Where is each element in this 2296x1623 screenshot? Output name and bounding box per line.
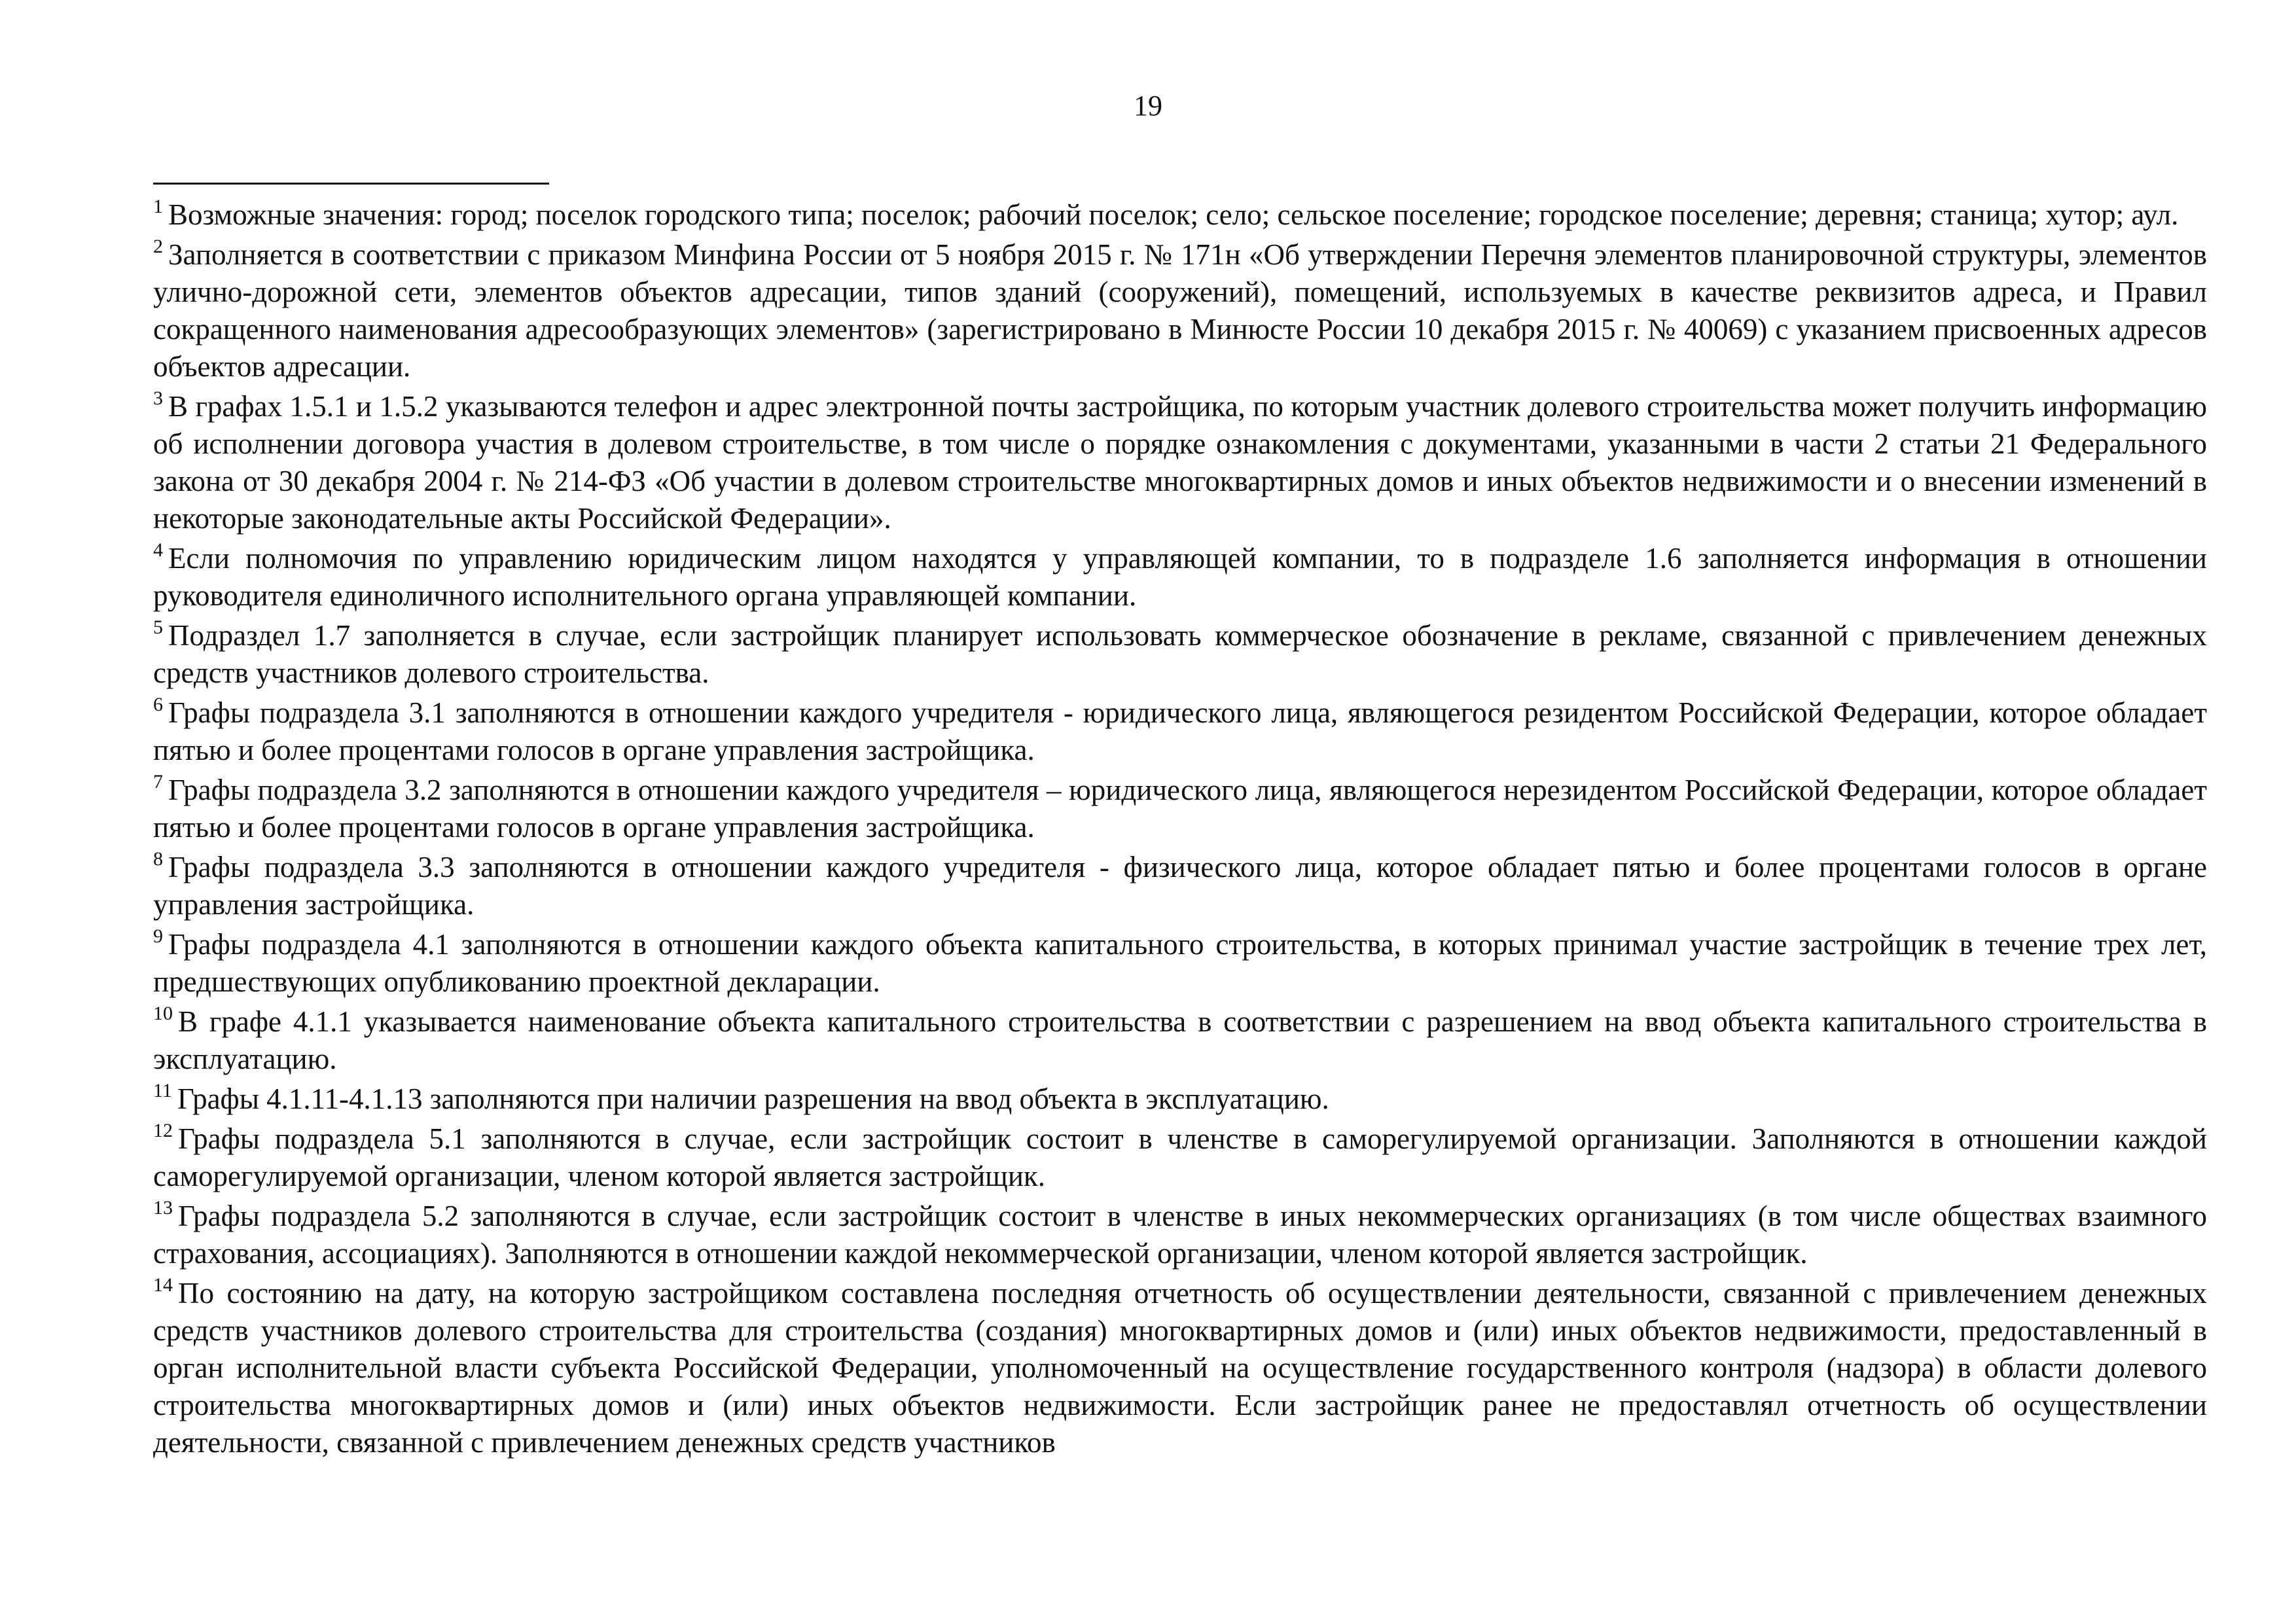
footnote-text: В графах 1.5.1 и 1.5.2 указываются телефон и адрес электронной почты застройщика, по которым участник долевого строительства может получить информацию об исполнении договора участия в долевом строительстве, в том числе о порядке ознакомления с документами, указанными в части 2 статьи 21 Федерального закона от 30 декабря 2004 г. № 214-ФЗ «Об участии в долевом строительстве многоквартирных домов и иных объектов недвижимости и о внесении изменений в некоторые законодательные акты Российской Федерации». <box>153 390 2207 535</box>
footnote-text: Если полномочия по управлению юридическим лицом находятся у управляющей компании, то в подразделе 1.6 заполняется информация в отношении руководителя единоличного исполнительного органа управляющей компании. <box>153 542 2207 612</box>
footnote-text: Графы подраздела 3.3 заполняются в отношении каждого учредителя - физического лица, которое обладает пятью и более процентами голосов в органе управления застройщика. <box>153 851 2207 921</box>
footnote-12 <box>153 1120 2207 1195</box>
footnote-separator <box>153 183 549 185</box>
footnote-6 <box>153 694 2207 769</box>
footnote-marker: 4 <box>153 539 163 561</box>
footnote-marker: 8 <box>153 848 163 870</box>
footnote-9 <box>153 926 2207 1001</box>
footnote-5 <box>153 617 2207 692</box>
footnote-marker: 14 <box>153 1274 173 1296</box>
footnote-marker: 7 <box>153 771 163 793</box>
footnote-text: Графы 4.1.11-4.1.13 заполняются при наличии разрешения на ввод объекта в эксплуатацию. <box>177 1082 1329 1115</box>
footnote-text: Графы подраздела 5.1 заполняются в случае, если застройщик состоит в членстве в саморегулируемой организации. Заполняются в отношении каждой саморегулируемой организации, членом которой является застройщик. <box>153 1122 2207 1192</box>
footnote-1 <box>153 196 2207 234</box>
footnote-14 <box>153 1275 2207 1461</box>
footnote-11 <box>153 1080 2207 1118</box>
footnote-marker: 5 <box>153 616 163 638</box>
footnote-text: По состоянию на дату, на которую застройщиком составлена последняя отчетность об осуществлении деятельности, связанной с привлечением денежных средств участников долевого строительства для строительства (создания) многоквартирных домов и (или) иных объектов недвижимости, предоставленный в орган исполнительной власти субъекта Российской Федерации, уполномоченный на осуществление государственного контроля (надзора) в области долевого строительства многоквартирных домов и (или) иных объектов недвижимости. Если застройщик ранее не предоставлял отчетность об осуществлении деятельности, связанной с привлечением денежных средств участников <box>153 1277 2207 1459</box>
footnote-marker: 11 <box>153 1080 172 1101</box>
footnote-3 <box>153 388 2207 537</box>
footnote-text: Графы подраздела 3.2 заполняются в отношении каждого учредителя – юридического лица, являющегося нерезидентом Российской Федерации, которое обладает пятью и более процентами голосов в органе управления застройщика. <box>153 774 2207 844</box>
footnote-8 <box>153 849 2207 923</box>
footnote-text: В графе 4.1.1 указывается наименование объекта капитального строительства в соответствии с разрешением на ввод объекта капитального строительства в эксплуатацию. <box>153 1005 2207 1075</box>
footnote-marker: 2 <box>153 236 163 257</box>
footnote-marker: 6 <box>153 694 163 715</box>
footnote-marker: 10 <box>153 1003 173 1024</box>
footnote-text: Графы подраздела 3.1 заполняются в отношении каждого учредителя - юридического лица, являющегося резидентом Российской Федерации, которое обладает пятью и более процентами голосов в органе управления застройщика. <box>153 696 2207 766</box>
footnote-marker: 13 <box>153 1197 173 1219</box>
footnote-text: Подраздел 1.7 заполняется в случае, если застройщик планирует использовать коммерческое обозначение в рекламе, связанной с привлечением денежных средств участников долевого строительства. <box>153 619 2207 689</box>
page-number: 19 <box>1134 90 1162 122</box>
footnote-7 <box>153 772 2207 846</box>
footnote-2 <box>153 236 2207 385</box>
footnotes-list <box>153 196 2207 1505</box>
footnote-text: Заполняется в соответствии с приказом Минфина России от 5 ноября 2015 г. № 171н «Об утверждении Перечня элементов планировочной структуры, элементов улично-дорожной сети, элементов объектов адресации, типов зданий (сооружений), помещений, используемых в качестве реквизитов адреса, и Правил сокращенного наименования адресообразующих элементов» (зарегистрировано в Минюсте России 10 декабря 2015 г. № 40069) с указанием присвоенных адресов объектов адресации. <box>153 238 2207 383</box>
footnote-marker: 12 <box>153 1120 173 1141</box>
footnote-text: Возможные значения: город; поселок городского типа; поселок; рабочий поселок; село; сельское поселение; городское поселение; деревня; станица; хутор; аул. <box>168 198 2179 231</box>
footnote-marker: 3 <box>153 387 163 409</box>
footnote-marker: 1 <box>153 196 163 217</box>
footnote-10 <box>153 1003 2207 1078</box>
footnote-text: Графы подраздела 4.1 заполняются в отношении каждого объекта капитального строительства, в которых принимал участие застройщик в течение трех лет, предшествующих опубликованию проектной декларации. <box>153 928 2207 998</box>
footnote-13 <box>153 1198 2207 1272</box>
footnote-text: Графы подраздела 5.2 заполняются в случае, если застройщик состоит в членстве в иных некоммерческих организациях (в том числе обществах взаимного страхования, ассоциациях). Заполняются в отношении каждой некоммерческой организации, членом которой является застройщик. <box>153 1200 2207 1270</box>
footnote-marker: 9 <box>153 925 163 947</box>
footnote-4 <box>153 540 2207 615</box>
